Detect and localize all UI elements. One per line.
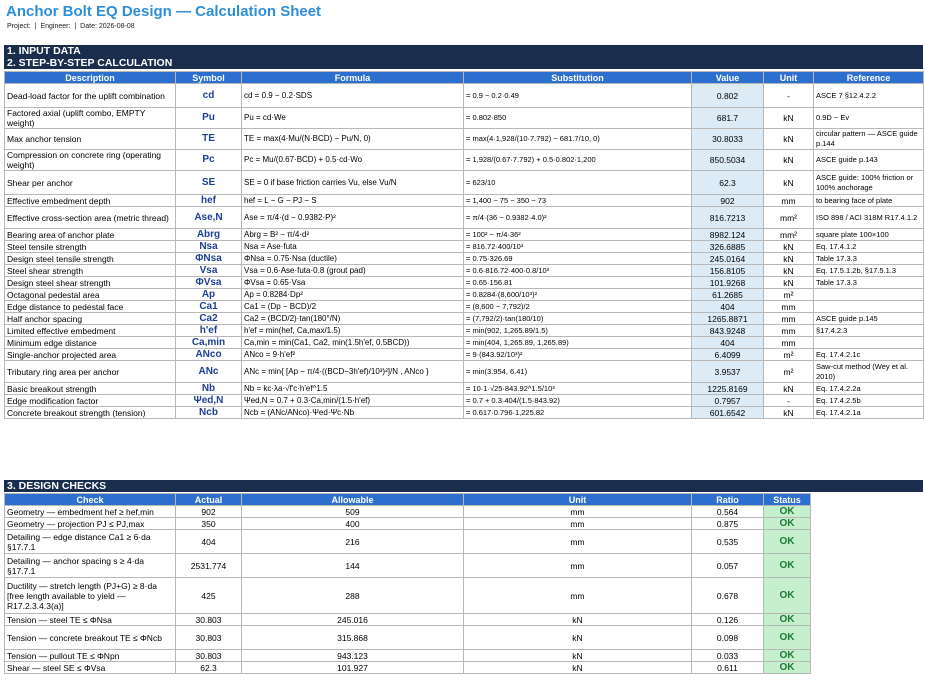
formula-cell[interactable]: SE = 0 if base friction carries Vu, else Vu/N (242, 171, 464, 195)
formula-cell[interactable]: Abrg = B² − π/4·d² (242, 229, 464, 241)
ratio-cell[interactable]: 0.033 (692, 650, 764, 662)
symbol-cell[interactable]: ΦNsa (176, 253, 242, 265)
description-cell[interactable]: Factored axial (uplift combo, EMPTY weight) (5, 108, 176, 129)
ratio-cell[interactable]: 0.098 (692, 626, 764, 650)
symbol-cell[interactable]: Ca1 (176, 301, 242, 313)
column-header: Symbol (176, 72, 242, 84)
description-cell[interactable]: Limited effective embedment (5, 325, 176, 337)
substitution-cell[interactable]: = 0.8284·(8,600/10³)² (464, 289, 692, 301)
status-badge[interactable]: OK (764, 614, 811, 626)
allowable-cell[interactable]: 400 (242, 518, 464, 530)
actual-cell[interactable]: 350 (176, 518, 242, 530)
section-calculation: 2. STEP-BY-STEP CALCULATION (4, 57, 923, 69)
ratio-cell[interactable]: 0.564 (692, 506, 764, 518)
symbol-cell[interactable]: ANc (176, 361, 242, 383)
reference-cell[interactable]: circular pattern — ASCE guide p.144 (814, 129, 924, 150)
table-row (5, 614, 811, 626)
symbol-cell[interactable]: Ca2 (176, 313, 242, 325)
value-cell[interactable]: 326.6885 (692, 241, 764, 253)
table-row (5, 325, 924, 337)
check-cell[interactable]: Detailing — edge distance Ca1 ≥ 6·da §17.7.1 (5, 530, 176, 554)
actual-cell[interactable]: 62.3 (176, 662, 242, 674)
description-cell[interactable]: Concrete breakout strength (tension) (5, 407, 176, 419)
status-badge[interactable]: OK (764, 662, 811, 674)
symbol-cell[interactable]: cd (176, 84, 242, 108)
table-row (5, 407, 924, 419)
unit-cell[interactable]: mm² (764, 207, 814, 229)
value-cell[interactable]: 1225.8169 (692, 383, 764, 395)
formula-cell[interactable]: hef = L − G − PJ − S (242, 195, 464, 207)
reference-cell[interactable]: Table 17.3.3 (814, 277, 924, 289)
substitution-cell[interactable]: = min(3.954, 6.41) (464, 361, 692, 383)
substitution-cell[interactable]: = 1,928/(0.67·7.792) + 0.5·0.802·1,200 (464, 150, 692, 171)
table-row (5, 207, 924, 229)
table-row (5, 349, 924, 361)
description-cell[interactable]: Max anchor tension (5, 129, 176, 150)
unit-cell[interactable]: kN (464, 626, 692, 650)
date-label: Date: 2026-08-08 (80, 23, 135, 30)
value-cell[interactable]: 101.9268 (692, 277, 764, 289)
table-row (5, 150, 924, 171)
value-cell[interactable]: 1265.8871 (692, 313, 764, 325)
actual-cell[interactable]: 30.803 (176, 626, 242, 650)
status-badge[interactable]: OK (764, 554, 811, 578)
actual-cell[interactable]: 30.803 (176, 650, 242, 662)
unit-cell[interactable]: kN (764, 265, 814, 277)
table-row (5, 337, 924, 349)
substitution-cell[interactable]: = 9·(843.92/10³)² (464, 349, 692, 361)
formula-cell[interactable]: Ca2 = (BCD/2)·tan(180°/N) (242, 313, 464, 325)
substitution-cell[interactable]: = min(902, 1,265.89/1.5) (464, 325, 692, 337)
value-cell[interactable]: 816.7213 (692, 207, 764, 229)
formula-cell[interactable]: Nb = kc·λa·√f'c·h'ef^1.5 (242, 383, 464, 395)
symbol-cell[interactable]: Ase,N (176, 207, 242, 229)
substitution-cell[interactable]: = 1,400 − 75 − 350 − 73 (464, 195, 692, 207)
column-header: Allowable (242, 494, 464, 506)
ratio-cell[interactable]: 0.611 (692, 662, 764, 674)
reference-cell[interactable]: ASCE guide p.145 (814, 313, 924, 325)
actual-cell[interactable]: 425 (176, 578, 242, 614)
substitution-cell[interactable]: = max(4·1,928/(10·7.792) − 681.7/10, 0) (464, 129, 692, 150)
page-title: Anchor Bolt EQ Design — Calculation Sheet (6, 3, 322, 20)
actual-cell[interactable]: 404 (176, 530, 242, 554)
unit-cell[interactable]: kN (764, 129, 814, 150)
substitution-cell[interactable]: = 0.65·156.81 (464, 277, 692, 289)
value-cell[interactable]: 156.8105 (692, 265, 764, 277)
formula-cell[interactable]: Pu = cd·We (242, 108, 464, 129)
unit-cell[interactable]: mm (464, 506, 692, 518)
ratio-cell[interactable]: 0.678 (692, 578, 764, 614)
reference-cell[interactable]: Eq. 17.4.2.1c (814, 349, 924, 361)
reference-cell[interactable]: to bearing face of plate (814, 195, 924, 207)
reference-cell[interactable]: Eq. 17.4.2.5b (814, 395, 924, 407)
table-row (5, 578, 811, 614)
reference-cell[interactable] (814, 289, 924, 301)
formula-cell[interactable]: ΦNsa = 0.75·Nsa (ductile) (242, 253, 464, 265)
formula-cell[interactable]: Ψed,N = 0.7 + 0.3·Ca,min/(1.5·h'ef) (242, 395, 464, 407)
substitution-cell[interactable]: = 0.9 − 0.2·0.49 (464, 84, 692, 108)
description-cell[interactable]: Octagonal pedestal area (5, 289, 176, 301)
status-badge[interactable]: OK (764, 518, 811, 530)
symbol-cell[interactable]: SE (176, 171, 242, 195)
unit-cell[interactable]: kN (764, 253, 814, 265)
unit-cell[interactable]: mm (764, 301, 814, 313)
unit-cell[interactable]: mm (464, 554, 692, 578)
formula-cell[interactable]: ANc = min{ [Ap − π/4·((BCD−3h'ef)/10³)²]/N , ANco } (242, 361, 464, 383)
column-header: Reference (814, 72, 924, 84)
unit-cell[interactable]: mm (764, 325, 814, 337)
formula-cell[interactable]: ΦVsa = 0.65·Vsa (242, 277, 464, 289)
substitution-cell[interactable]: = min(404, 1,265.89, 1,265.89) (464, 337, 692, 349)
check-cell[interactable]: Detailing — anchor spacing s ≥ 4·da §17.7.1 (5, 554, 176, 578)
formula-cell[interactable]: cd = 0.9 − 0.2·SDS (242, 84, 464, 108)
reference-cell[interactable]: ASCE guide p.143 (814, 150, 924, 171)
table-row (5, 650, 811, 662)
allowable-cell[interactable]: 245.016 (242, 614, 464, 626)
table-row (5, 253, 924, 265)
description-cell[interactable]: Half anchor spacing (5, 313, 176, 325)
formula-cell[interactable]: Ca,min = min(Ca1, Ca2, min(1.5h'ef, 0.5BCD)) (242, 337, 464, 349)
reference-cell[interactable] (814, 301, 924, 313)
value-cell[interactable]: 850.5034 (692, 150, 764, 171)
unit-cell[interactable]: mm (464, 578, 692, 614)
actual-cell[interactable]: 902 (176, 506, 242, 518)
description-cell[interactable]: Single-anchor projected area (5, 349, 176, 361)
formula-cell[interactable]: h'ef = min(hef, Ca,max/1.5) (242, 325, 464, 337)
ratio-cell[interactable]: 0.535 (692, 530, 764, 554)
substitution-cell[interactable]: = 0.617·0.796·1,225.82 (464, 407, 692, 419)
value-cell[interactable]: 0.802 (692, 84, 764, 108)
allowable-cell[interactable]: 288 (242, 578, 464, 614)
table-row (5, 383, 924, 395)
table-row (5, 84, 924, 108)
column-header: Value (692, 72, 764, 84)
value-cell[interactable]: 245.0164 (692, 253, 764, 265)
column-header: Status (764, 494, 811, 506)
allowable-cell[interactable]: 101.927 (242, 662, 464, 674)
value-cell[interactable]: 0.7957 (692, 395, 764, 407)
description-cell[interactable]: Tributary ring area per anchor (5, 361, 176, 383)
reference-cell[interactable] (814, 337, 924, 349)
symbol-cell[interactable]: Ap (176, 289, 242, 301)
status-badge[interactable]: OK (764, 650, 811, 662)
substitution-cell[interactable]: = 623/10 (464, 171, 692, 195)
table-row (5, 301, 924, 313)
substitution-cell[interactable]: = 100² − π/4·36² (464, 229, 692, 241)
description-cell[interactable]: Bearing area of anchor plate (5, 229, 176, 241)
column-header: Ratio (692, 494, 764, 506)
unit-cell[interactable]: kN (764, 241, 814, 253)
description-cell[interactable]: Edge distance to pedestal face (5, 301, 176, 313)
reference-cell[interactable]: 0.9D − Ev (814, 108, 924, 129)
reference-cell[interactable]: ASCE guide: 100% friction or 100% anchorage (814, 171, 924, 195)
value-cell[interactable]: 843.9248 (692, 325, 764, 337)
project-info (7, 23, 137, 30)
column-header: Description (5, 72, 176, 84)
table-row (5, 395, 924, 407)
unit-cell[interactable]: mm² (764, 229, 814, 241)
formula-cell[interactable]: Vsa = 0.6·Ase·futa·0.8 (grout pad) (242, 265, 464, 277)
reference-cell[interactable]: Eq. 17.4.1.2 (814, 241, 924, 253)
unit-cell[interactable]: kN (764, 150, 814, 171)
actual-cell[interactable]: 2531.774 (176, 554, 242, 578)
actual-cell[interactable]: 30.803 (176, 614, 242, 626)
substitution-cell[interactable]: = 0.802·850 (464, 108, 692, 129)
reference-cell[interactable]: §17.4.2.3 (814, 325, 924, 337)
table-row (5, 554, 811, 578)
table-row (5, 241, 924, 253)
value-cell[interactable]: 681.7 (692, 108, 764, 129)
unit-cell[interactable]: m² (764, 289, 814, 301)
unit-cell[interactable]: kN (464, 662, 692, 674)
allowable-cell[interactable]: 315.868 (242, 626, 464, 650)
substitution-cell[interactable]: = (7,792/2)·tan(180/10) (464, 313, 692, 325)
formula-cell[interactable]: TE = max(4·Mu/(N·BCD) − Pu/N, 0) (242, 129, 464, 150)
unit-cell[interactable]: m² (764, 349, 814, 361)
symbol-cell[interactable]: Ca,min (176, 337, 242, 349)
reference-cell[interactable]: Eq. 17.4.2.2a (814, 383, 924, 395)
substitution-cell[interactable]: = 10·1·√25·843.92^1.5/10³ (464, 383, 692, 395)
symbol-cell[interactable]: hef (176, 195, 242, 207)
substitution-cell[interactable]: = (8,600 − 7,792)/2 (464, 301, 692, 313)
symbol-cell[interactable]: h'ef (176, 325, 242, 337)
status-badge[interactable]: OK (764, 626, 811, 650)
column-header: Formula (242, 72, 464, 84)
symbol-cell[interactable]: Abrg (176, 229, 242, 241)
column-header: Substitution (464, 72, 692, 84)
table-row (5, 229, 924, 241)
formula-cell[interactable]: Nsa = Ase·futa (242, 241, 464, 253)
reference-cell[interactable]: Saw-cut method (Wey et al. 2010) (814, 361, 924, 383)
symbol-cell[interactable]: Ψed,N (176, 395, 242, 407)
allowable-cell[interactable]: 144 (242, 554, 464, 578)
value-cell[interactable]: 6.4099 (692, 349, 764, 361)
unit-cell[interactable]: kN (764, 108, 814, 129)
table-row (5, 518, 811, 530)
table-row (5, 506, 811, 518)
separator: | (74, 23, 77, 30)
symbol-cell[interactable]: ANco (176, 349, 242, 361)
unit-cell[interactable]: mm (764, 313, 814, 325)
substitution-cell[interactable]: = π/4·(36 − 0.9382·4.0)² (464, 207, 692, 229)
symbol-cell[interactable]: Nsa (176, 241, 242, 253)
value-cell[interactable]: 601.6542 (692, 407, 764, 419)
formula-cell[interactable]: Ca1 = (Dp − BCD)/2 (242, 301, 464, 313)
description-cell[interactable]: Effective embedment depth (5, 195, 176, 207)
description-cell[interactable]: Design steel shear strength (5, 277, 176, 289)
unit-cell[interactable]: mm (764, 337, 814, 349)
checks-header-row (5, 494, 811, 506)
unit-cell[interactable]: mm (464, 518, 692, 530)
description-cell[interactable]: Compression on concrete ring (operating weight) (5, 150, 176, 171)
substitution-cell[interactable]: = 0.6·816.72·400·0.8/10³ (464, 265, 692, 277)
check-cell[interactable]: Tension — concrete breakout TE ≤ ΦNcb (5, 626, 176, 650)
description-cell[interactable]: Edge modification factor (5, 395, 176, 407)
value-cell[interactable]: 61.2685 (692, 289, 764, 301)
table-row (5, 171, 924, 195)
table-row (5, 662, 811, 674)
table-row (5, 277, 924, 289)
table-row (5, 530, 811, 554)
value-cell[interactable]: 30.8033 (692, 129, 764, 150)
value-cell[interactable]: 404 (692, 337, 764, 349)
table-row (5, 626, 811, 650)
table-row (5, 313, 924, 325)
table-row (5, 129, 924, 150)
column-header: Check (5, 494, 176, 506)
value-cell[interactable]: 8982.124 (692, 229, 764, 241)
unit-cell[interactable]: kN (764, 277, 814, 289)
symbol-cell[interactable]: Ncb (176, 407, 242, 419)
separator: | (34, 23, 37, 30)
value-cell[interactable]: 404 (692, 301, 764, 313)
symbol-cell[interactable]: Nb (176, 383, 242, 395)
description-cell[interactable]: Basic breakout strength (5, 383, 176, 395)
description-cell[interactable]: Steel tensile strength (5, 241, 176, 253)
value-cell[interactable]: 3.9537 (692, 361, 764, 383)
unit-cell[interactable]: kN (764, 407, 814, 419)
substitution-cell[interactable]: = 816.72·400/10³ (464, 241, 692, 253)
unit-cell[interactable]: kN (764, 383, 814, 395)
substitution-cell[interactable]: = 0.75·326.69 (464, 253, 692, 265)
allowable-cell[interactable]: 943.123 (242, 650, 464, 662)
description-cell[interactable]: Shear per anchor (5, 171, 176, 195)
check-cell[interactable]: Geometry — embedment hef ≥ hef,min (5, 506, 176, 518)
table-row (5, 361, 924, 383)
unit-cell[interactable]: - (764, 84, 814, 108)
unit-cell[interactable]: - (764, 395, 814, 407)
check-cell[interactable]: Geometry — projection PJ ≤ PJ,max (5, 518, 176, 530)
check-cell[interactable]: Tension — steel TE ≤ ΦNsa (5, 614, 176, 626)
reference-cell[interactable]: ISO 898 / ACI 318M R17.4.1.2 (814, 207, 924, 229)
engineer-label: Engineer: (40, 23, 71, 30)
status-badge[interactable]: OK (764, 506, 811, 518)
symbol-cell[interactable]: Vsa (176, 265, 242, 277)
reference-cell[interactable]: Eq. 17.4.2.1a (814, 407, 924, 419)
status-badge[interactable]: OK (764, 578, 811, 614)
description-cell[interactable]: Design steel tensile strength (5, 253, 176, 265)
table-row (5, 195, 924, 207)
description-cell[interactable]: Steel shear strength (5, 265, 176, 277)
unit-cell[interactable]: kN (464, 650, 692, 662)
check-cell[interactable]: Tension — pullout TE ≤ ΦNpn (5, 650, 176, 662)
reference-cell[interactable]: square plate 100×100 (814, 229, 924, 241)
column-header: Actual (176, 494, 242, 506)
unit-cell[interactable]: mm (464, 530, 692, 554)
table-row (5, 265, 924, 277)
description-cell[interactable]: Dead-load factor for the uplift combination (5, 84, 176, 108)
value-cell[interactable]: 62.3 (692, 171, 764, 195)
check-cell[interactable]: Ductility — stretch length (PJ+G) ≥ 8·da [free length available to yield — R17.2.3.4.3(a)] (5, 578, 176, 614)
project-label: Project: (7, 23, 31, 30)
substitution-cell[interactable]: = 0.7 + 0.3·404/(1.5·843.92) (464, 395, 692, 407)
symbol-cell[interactable]: TE (176, 129, 242, 150)
value-cell[interactable]: 902 (692, 195, 764, 207)
ratio-cell[interactable]: 0.126 (692, 614, 764, 626)
formula-cell[interactable]: Ap = 0.8284·Dp² (242, 289, 464, 301)
formula-cell[interactable]: Ncb = (ANc/ANco)·Ψed·Ψc·Nb (242, 407, 464, 419)
allowable-cell[interactable]: 216 (242, 530, 464, 554)
unit-cell[interactable]: mm (764, 195, 814, 207)
symbol-cell[interactable]: Pc (176, 150, 242, 171)
unit-cell[interactable]: kN (764, 171, 814, 195)
check-cell[interactable]: Shear — steel SE ≤ ΦVsa (5, 662, 176, 674)
status-badge[interactable]: OK (764, 530, 811, 554)
unit-cell[interactable]: m² (764, 361, 814, 383)
allowable-cell[interactable]: 509 (242, 506, 464, 518)
column-header: Unit (764, 72, 814, 84)
unit-cell[interactable]: kN (464, 614, 692, 626)
column-header: Unit (464, 494, 692, 506)
table-row (5, 108, 924, 129)
symbol-cell[interactable]: ΦVsa (176, 277, 242, 289)
reference-cell[interactable]: ASCE 7 §12.4.2.2 (814, 84, 924, 108)
formula-cell[interactable]: ANco = 9·h'ef² (242, 349, 464, 361)
section-input-data: 1. INPUT DATA (4, 45, 923, 57)
ratio-cell[interactable]: 0.057 (692, 554, 764, 578)
ratio-cell[interactable]: 0.875 (692, 518, 764, 530)
section-design-checks: 3. DESIGN CHECKS (4, 480, 923, 492)
description-cell[interactable]: Effective cross-section area (metric thread) (5, 207, 176, 229)
table-row (5, 289, 924, 301)
reference-cell[interactable]: Table 17.3.3 (814, 253, 924, 265)
reference-cell[interactable]: Eq. 17.5.1.2b, §17.5.1.3 (814, 265, 924, 277)
formula-cell[interactable]: Pc = Mu/(0.67·BCD) + 0.5·cd·Wo (242, 150, 464, 171)
design-checks-table (4, 493, 811, 674)
description-cell[interactable]: Minimum edge distance (5, 337, 176, 349)
formula-cell[interactable]: Ase = π/4·(d − 0.9382·P)² (242, 207, 464, 229)
calculation-header-row (5, 72, 924, 84)
calculation-table (4, 71, 924, 419)
symbol-cell[interactable]: Pu (176, 108, 242, 129)
